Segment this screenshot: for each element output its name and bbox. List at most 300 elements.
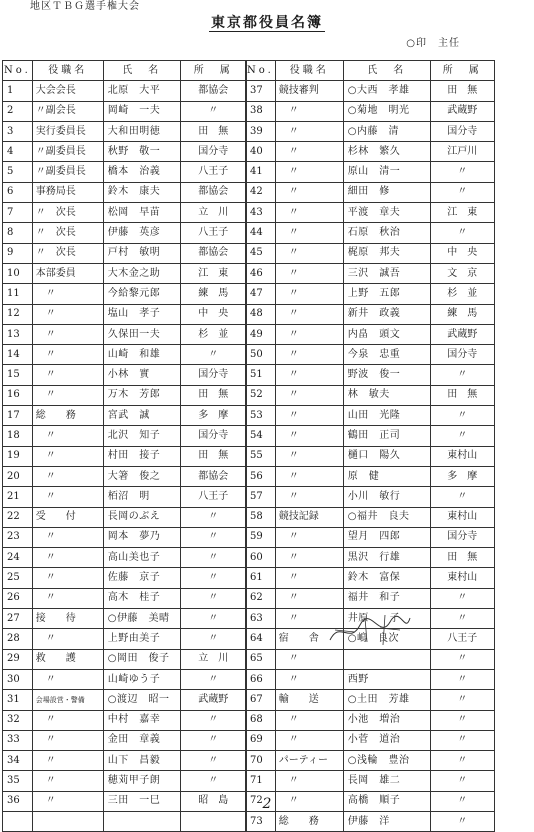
affiliation-cell: 〃	[430, 182, 494, 202]
name-cell: 鶴田 正司	[343, 426, 430, 446]
row-number: 50	[246, 345, 276, 365]
affiliation-cell	[180, 811, 246, 831]
table-row	[3, 101, 247, 121]
table-row	[3, 223, 247, 243]
affiliation-cell: 〃	[180, 548, 246, 568]
table-row	[246, 690, 495, 710]
name-cell: ○菊地 明光	[343, 101, 430, 121]
role-cell: 本部委員	[32, 263, 103, 283]
affiliation-cell: 八王子	[430, 629, 494, 649]
name-cell: 西野	[343, 669, 430, 689]
row-number: 35	[3, 771, 33, 791]
name-cell: 杉林 繁久	[343, 142, 430, 162]
name-cell: 岡崎 一夫	[103, 101, 180, 121]
name-cell: 平渡 章夫	[343, 203, 430, 223]
row-number: 15	[3, 365, 33, 385]
table-row	[3, 263, 247, 283]
role-cell: 〃	[32, 588, 103, 608]
row-number: 63	[246, 609, 276, 629]
name-cell: 高山美也子	[103, 548, 180, 568]
table-row	[3, 811, 247, 831]
affiliation-cell: 中 央	[430, 243, 494, 263]
table-row	[3, 182, 247, 202]
role-cell: 〃	[275, 203, 343, 223]
table-row	[3, 588, 247, 608]
name-cell: 新井 政義	[343, 304, 430, 324]
table-row	[246, 203, 495, 223]
affiliation-cell: 〃	[430, 730, 494, 750]
name-cell: 石原 秋治	[343, 223, 430, 243]
affiliation-cell: 〃	[430, 791, 494, 811]
role-cell: 会場設営・警備	[32, 690, 103, 710]
table-row	[246, 426, 495, 446]
affiliation-cell: 東村山	[430, 446, 494, 466]
name-cell: 小菅 道治	[343, 730, 430, 750]
name-cell: 山崎ゆう子	[103, 669, 180, 689]
row-number: 6	[3, 182, 33, 202]
table-row	[246, 142, 495, 162]
role-cell: 輸 送	[275, 690, 343, 710]
name-cell: 秋野 敬一	[103, 142, 180, 162]
event-name: 地区ＴＢＧ選手権大会	[30, 1, 140, 12]
row-number: 24	[3, 548, 33, 568]
role-cell: 事務局長	[32, 182, 103, 202]
affiliation-cell: 国分寺	[430, 345, 494, 365]
name-cell: 高橋 順子	[343, 791, 430, 811]
name-cell: 戸村 敏明	[103, 243, 180, 263]
affiliation-cell: 〃	[430, 426, 494, 446]
table-row	[3, 771, 247, 791]
name-cell: ○内藤 清	[343, 121, 430, 141]
affiliation-cell: 江戸川	[430, 142, 494, 162]
row-number: 54	[246, 426, 276, 446]
name-cell: 上野 五郎	[343, 284, 430, 304]
row-number: 19	[3, 446, 33, 466]
header-row	[246, 61, 495, 81]
table-row	[246, 121, 495, 141]
name-cell: 大和田明徳	[103, 121, 180, 141]
table-row	[246, 263, 495, 283]
affiliation-cell: 〃	[430, 406, 494, 426]
name-cell: ○岡田 俊子	[103, 649, 180, 669]
role-cell: 〃	[32, 284, 103, 304]
table-row	[246, 669, 495, 689]
role-cell: 〃	[32, 548, 103, 568]
role-cell: 〃	[275, 669, 343, 689]
table-row	[246, 182, 495, 202]
row-number: 9	[3, 243, 33, 263]
name-cell: 伊藤 洋	[343, 811, 430, 831]
name-cell: 黒沢 行雄	[343, 548, 430, 568]
role-cell: 〃副委員長	[32, 162, 103, 182]
role-cell: 〃 次長	[32, 243, 103, 263]
affiliation-cell: 多 摩	[180, 406, 246, 426]
row-number: 45	[246, 243, 276, 263]
row-number: 48	[246, 304, 276, 324]
col-affiliation: 所 属	[180, 61, 246, 81]
affiliation-cell: 杉 並	[180, 324, 246, 344]
role-cell: 宿 舎	[275, 629, 343, 649]
name-cell: 鈴木 富保	[343, 568, 430, 588]
table-row	[3, 365, 247, 385]
affiliation-cell: 〃	[180, 710, 246, 730]
role-cell: 〃	[32, 324, 103, 344]
table-row	[246, 365, 495, 385]
role-cell: 〃	[275, 243, 343, 263]
role-cell: 〃	[275, 324, 343, 344]
table-row	[246, 345, 495, 365]
role-cell	[32, 811, 103, 831]
name-cell	[343, 649, 430, 669]
name-cell: 宮武 誠	[103, 406, 180, 426]
table-row	[246, 771, 495, 791]
role-cell: 〃	[275, 162, 343, 182]
row-number: 60	[246, 548, 276, 568]
name-cell: 松岡 早苗	[103, 203, 180, 223]
row-number: 58	[246, 507, 276, 527]
affiliation-cell: 八王子	[180, 487, 246, 507]
table-row	[3, 751, 247, 771]
affiliation-cell: 田 無	[180, 385, 246, 405]
role-cell: 〃	[32, 385, 103, 405]
role-cell: パーティー	[275, 751, 343, 771]
table-row	[3, 527, 247, 547]
col-role: 役職名	[32, 61, 103, 81]
role-cell: 〃	[275, 101, 343, 121]
affiliation-cell: 都協会	[180, 243, 246, 263]
role-cell: 〃	[275, 548, 343, 568]
affiliation-cell: 武蔵野	[430, 324, 494, 344]
name-cell: 村田 接子	[103, 446, 180, 466]
role-cell: 〃	[275, 791, 343, 811]
role-cell: 〃	[32, 791, 103, 811]
affiliation-cell: 武蔵野	[180, 690, 246, 710]
role-cell: 競技審判	[275, 81, 343, 101]
affiliation-cell: 中 央	[180, 304, 246, 324]
affiliation-cell: 〃	[430, 811, 494, 831]
row-number: 27	[3, 609, 33, 629]
role-cell: 〃	[275, 609, 343, 629]
role-cell: 〃	[275, 284, 343, 304]
role-cell: 〃	[275, 426, 343, 446]
name-cell: 橋本 治義	[103, 162, 180, 182]
row-number: 32	[3, 710, 33, 730]
row-number: 46	[246, 263, 276, 283]
affiliation-cell: 〃	[430, 771, 494, 791]
row-number: 44	[246, 223, 276, 243]
role-cell: 〃	[32, 304, 103, 324]
affiliation-cell: 立 川	[180, 203, 246, 223]
table-row	[246, 284, 495, 304]
table-row	[3, 669, 247, 689]
row-number: 23	[3, 527, 33, 547]
role-cell: 〃	[275, 527, 343, 547]
table-row	[246, 588, 495, 608]
role-cell: 〃	[275, 568, 343, 588]
affiliation-cell: 〃	[430, 487, 494, 507]
row-number: 31	[3, 690, 33, 710]
table-row	[3, 730, 247, 750]
role-cell: 〃	[32, 568, 103, 588]
name-cell: 原山 清一	[343, 162, 430, 182]
affiliation-cell: 〃	[180, 730, 246, 750]
table-row	[246, 162, 495, 182]
name-cell: 山崎 和雄	[103, 345, 180, 365]
name-cell: 栢沼 明	[103, 487, 180, 507]
role-cell: 〃	[275, 223, 343, 243]
affiliation-cell: 練 馬	[430, 304, 494, 324]
table-row	[246, 730, 495, 750]
name-cell: 高木 桂子	[103, 588, 180, 608]
role-cell: 〃	[32, 345, 103, 365]
table-row	[3, 203, 247, 223]
table-row	[3, 81, 247, 101]
row-number: 72	[246, 791, 276, 811]
affiliation-cell: 東村山	[430, 568, 494, 588]
name-cell: 内畠 頭文	[343, 324, 430, 344]
affiliation-cell: 〃	[430, 690, 494, 710]
table-row	[3, 284, 247, 304]
affiliation-cell: 〃	[430, 365, 494, 385]
name-cell: 岡本 夢乃	[103, 527, 180, 547]
role-cell: 〃	[275, 121, 343, 141]
role-cell: 〃	[275, 446, 343, 466]
table-row	[246, 406, 495, 426]
row-number: 49	[246, 324, 276, 344]
name-cell: 福井 和子	[343, 588, 430, 608]
row-number: 14	[3, 345, 33, 365]
table-row	[3, 609, 247, 629]
name-cell: ○伊藤 美晴	[103, 609, 180, 629]
row-number: 52	[246, 385, 276, 405]
col-affiliation: 所 属	[430, 61, 494, 81]
role-cell: 〃	[32, 771, 103, 791]
roster-body-right	[246, 81, 495, 832]
row-number: 38	[246, 101, 276, 121]
affiliation-cell: 都協会	[180, 466, 246, 486]
affiliation-cell: 〃	[180, 588, 246, 608]
row-number: 12	[3, 304, 33, 324]
affiliation-cell: 国分寺	[180, 426, 246, 446]
roster-body-left	[3, 81, 247, 832]
role-cell: 大会会長	[32, 81, 103, 101]
row-number: 11	[3, 284, 33, 304]
table-row	[246, 304, 495, 324]
row-number: 21	[3, 487, 33, 507]
affiliation-cell: 〃	[180, 507, 246, 527]
table-row	[246, 548, 495, 568]
affiliation-cell: 江 東	[430, 203, 494, 223]
role-cell: 〃	[275, 365, 343, 385]
affiliation-cell: 国分寺	[180, 142, 246, 162]
name-cell: 望月 四郎	[343, 527, 430, 547]
title-text: 東京都役員名簿	[211, 15, 323, 31]
row-number	[3, 811, 33, 831]
name-cell: 長岡のぶえ	[103, 507, 180, 527]
affiliation-cell: 立 川	[180, 649, 246, 669]
row-number: 70	[246, 751, 276, 771]
name-cell: 三沢 誠吾	[343, 263, 430, 283]
name-cell: 井原 子	[343, 609, 430, 629]
affiliation-cell: 〃	[430, 162, 494, 182]
name-cell: 林 敏夫	[343, 385, 430, 405]
role-cell: 〃	[275, 345, 343, 365]
col-no: No.	[246, 61, 276, 81]
role-cell: 〃	[275, 649, 343, 669]
affiliation-cell: 田 無	[430, 548, 494, 568]
affiliation-cell: 〃	[430, 609, 494, 629]
table-row	[3, 142, 247, 162]
role-cell: 競技記録	[275, 507, 343, 527]
role-cell: 〃	[275, 142, 343, 162]
role-cell: 総 務	[32, 406, 103, 426]
role-cell: 〃副委員長	[32, 142, 103, 162]
page-title	[0, 12, 534, 32]
role-cell: 〃	[275, 304, 343, 324]
affiliation-cell: 八王子	[180, 162, 246, 182]
row-number: 71	[246, 771, 276, 791]
role-cell: 〃	[275, 263, 343, 283]
name-cell: 今給黎元郎	[103, 284, 180, 304]
row-number: 3	[3, 121, 33, 141]
name-cell: ○大西 孝雄	[343, 81, 430, 101]
role-cell: 〃副会長	[32, 101, 103, 121]
row-number: 40	[246, 142, 276, 162]
table-row	[3, 710, 247, 730]
row-number: 61	[246, 568, 276, 588]
name-cell: 野波 俊一	[343, 365, 430, 385]
table-row	[246, 223, 495, 243]
role-cell: 〃	[32, 466, 103, 486]
row-number: 22	[3, 507, 33, 527]
row-number: 41	[246, 162, 276, 182]
name-cell: 金田 章義	[103, 730, 180, 750]
affiliation-cell: 〃	[180, 101, 246, 121]
affiliation-cell: 〃	[180, 771, 246, 791]
affiliation-cell: 江 東	[180, 263, 246, 283]
name-cell	[103, 811, 180, 831]
row-number: 25	[3, 568, 33, 588]
name-cell: 鈴木 康夫	[103, 182, 180, 202]
table-row	[246, 568, 495, 588]
affiliation-cell: 田 無	[180, 446, 246, 466]
table-row	[246, 446, 495, 466]
row-number: 53	[246, 406, 276, 426]
row-number: 68	[246, 710, 276, 730]
row-number: 67	[246, 690, 276, 710]
affiliation-cell: 〃	[180, 669, 246, 689]
row-number: 33	[3, 730, 33, 750]
affiliation-cell: 〃	[180, 751, 246, 771]
role-cell: 〃	[32, 751, 103, 771]
affiliation-cell: 杉 並	[430, 284, 494, 304]
row-number: 2	[3, 101, 33, 121]
role-cell: 〃	[275, 730, 343, 750]
affiliation-cell: 国分寺	[180, 365, 246, 385]
name-cell: ○土田 芳雄	[343, 690, 430, 710]
role-cell: 〃	[275, 710, 343, 730]
name-cell: ○渡辺 昭一	[103, 690, 180, 710]
role-cell: 〃	[32, 487, 103, 507]
table-row	[246, 466, 495, 486]
row-number: 20	[3, 466, 33, 486]
row-number: 42	[246, 182, 276, 202]
table-row	[3, 243, 247, 263]
table-row	[246, 385, 495, 405]
role-cell: 実行委員長	[32, 121, 103, 141]
name-cell: 塩山 孝子	[103, 304, 180, 324]
name-cell: 北沢 知子	[103, 426, 180, 446]
roster-table-left	[2, 60, 247, 832]
name-cell: 佐藤 京子	[103, 568, 180, 588]
affiliation-cell: 田 無	[430, 81, 494, 101]
row-number: 28	[3, 629, 33, 649]
name-cell: 万木 芳郎	[103, 385, 180, 405]
affiliation-cell: 多 摩	[430, 466, 494, 486]
roster-table-right	[245, 60, 495, 832]
role-cell: 〃	[32, 426, 103, 446]
row-number: 16	[3, 385, 33, 405]
role-cell: 受 付	[32, 507, 103, 527]
table-row	[3, 304, 247, 324]
role-cell: 〃 次長	[32, 223, 103, 243]
table-row	[3, 649, 247, 669]
row-number: 18	[3, 426, 33, 446]
affiliation-cell: 田 無	[180, 121, 246, 141]
affiliation-cell: 〃	[430, 588, 494, 608]
col-no: No.	[3, 61, 33, 81]
table-row	[3, 629, 247, 649]
row-number: 56	[246, 466, 276, 486]
affiliation-cell: 田 無	[430, 385, 494, 405]
affiliation-cell: 昭 島	[180, 791, 246, 811]
name-cell: 小池 増治	[343, 710, 430, 730]
role-cell: 〃	[275, 466, 343, 486]
row-number: 57	[246, 487, 276, 507]
affiliation-cell: 〃	[180, 345, 246, 365]
row-number: 36	[3, 791, 33, 811]
name-cell: 山田 光隆	[343, 406, 430, 426]
col-name: 氏 名	[343, 61, 430, 81]
role-cell: 〃	[32, 710, 103, 730]
row-number: 7	[3, 203, 33, 223]
table-row	[3, 324, 247, 344]
name-cell: 今泉 忠重	[343, 345, 430, 365]
name-cell: ○福井 良夫	[343, 507, 430, 527]
table-row	[3, 690, 247, 710]
name-cell: 大箸 俊之	[103, 466, 180, 486]
affiliation-cell: 〃	[430, 669, 494, 689]
table-row	[3, 406, 247, 426]
row-number: 26	[3, 588, 33, 608]
name-cell: 北原 大平	[103, 81, 180, 101]
name-cell: ○浅輪 豊治	[343, 751, 430, 771]
table-row	[246, 101, 495, 121]
name-cell: 中村 嘉幸	[103, 710, 180, 730]
affiliation-cell: 武蔵野	[430, 101, 494, 121]
table-row	[3, 121, 247, 141]
affiliation-cell: 〃	[180, 629, 246, 649]
name-cell: 上野由美子	[103, 629, 180, 649]
role-cell: 〃	[275, 406, 343, 426]
row-number: 47	[246, 284, 276, 304]
affiliation-cell: 〃	[430, 710, 494, 730]
row-number: 66	[246, 669, 276, 689]
table-row	[3, 548, 247, 568]
role-cell: 〃	[32, 365, 103, 385]
row-number: 10	[3, 263, 33, 283]
role-cell: 総 務	[275, 811, 343, 831]
